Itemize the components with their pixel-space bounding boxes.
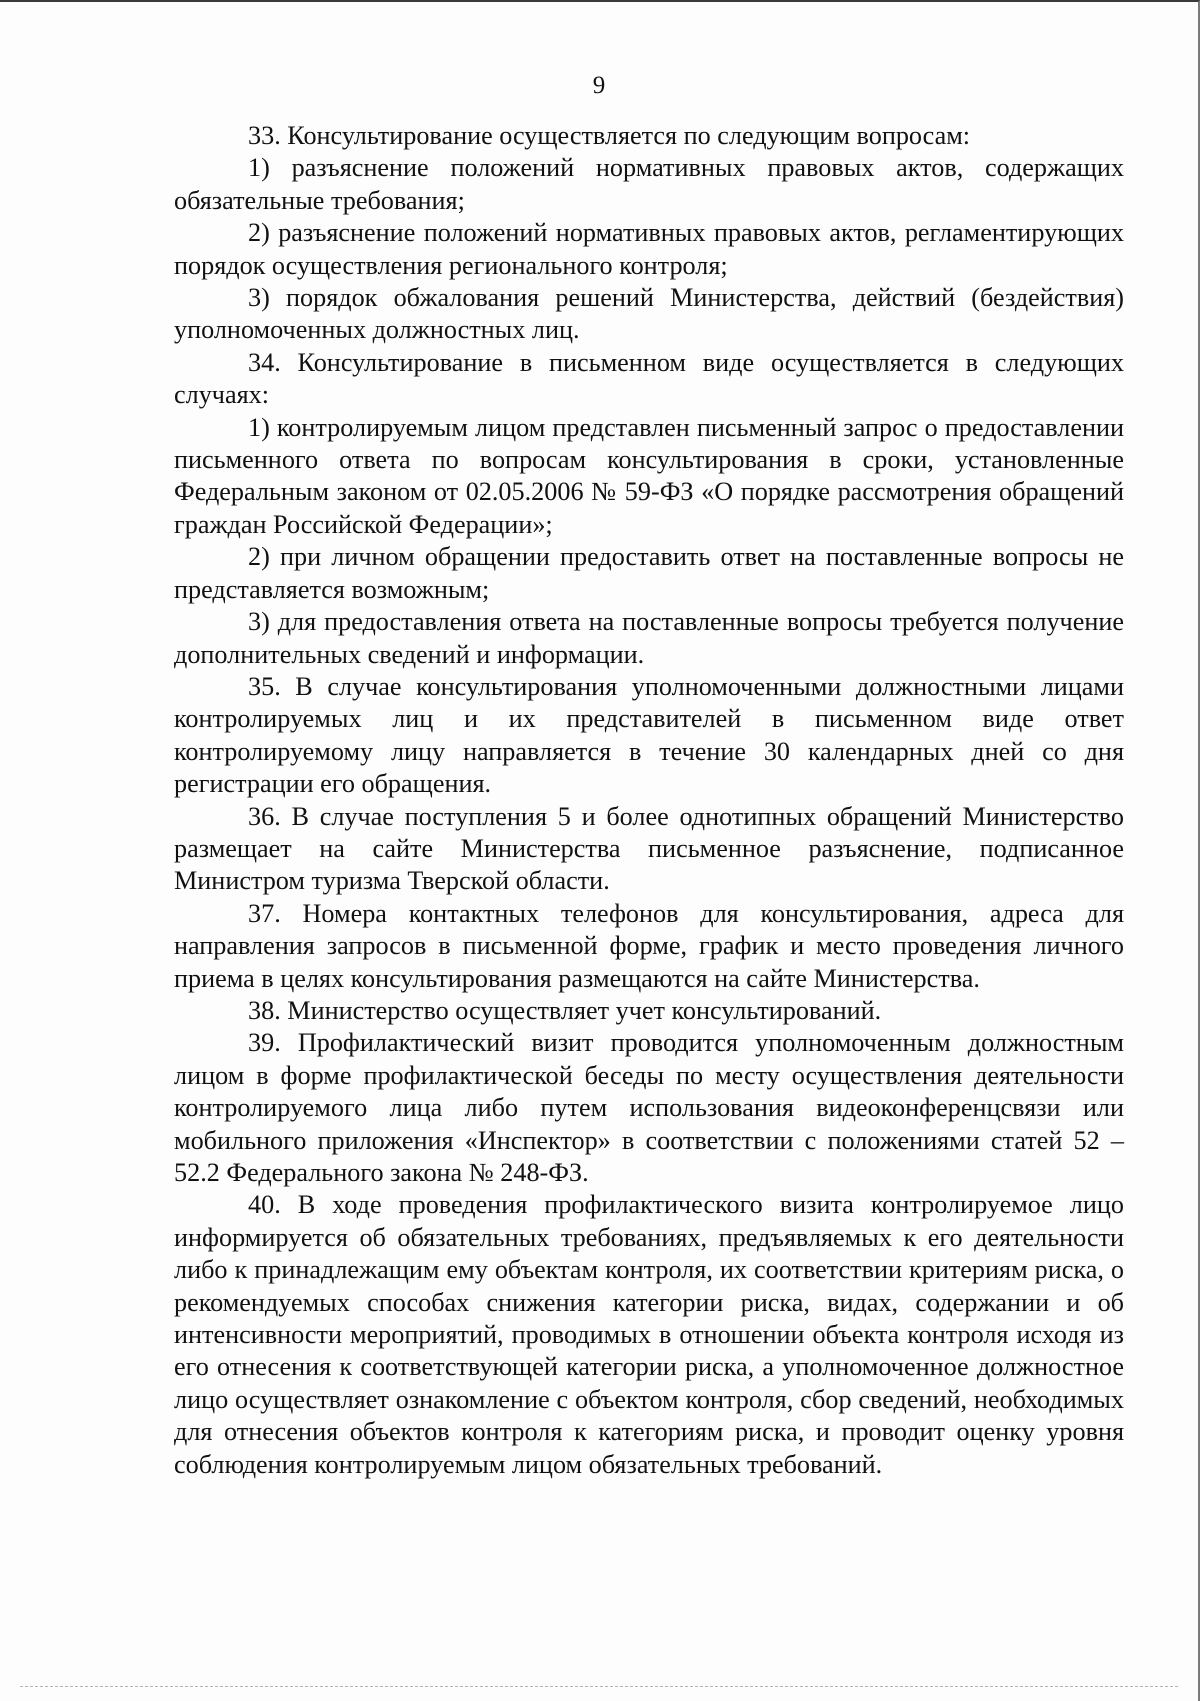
paragraph-34-item-2: 2) при личном обращении предоставить ответ на поставленные вопросы не представляется возможным; — [174, 542, 1124, 604]
paragraph-34-item-3: 3) для предоставления ответа на поставленные вопросы требуется получение дополнительных сведений и информации. — [174, 607, 1124, 669]
scan-bottom-edge — [20, 1686, 1178, 1687]
page-number: 9 — [592, 72, 606, 99]
paragraph-39: 39. Профилактический визит проводится уполномоченным должностным лицом в форме профилактической беседы по месту осуществления деятельности контролируемого лица либо путем использования видеоконференцсвязи или мобильного приложения «Инспектор» в соответствии с положениями статей 52 – 52.2 Федерального закона № 248-ФЗ. — [174, 1028, 1124, 1187]
paragraph-34: 34. Консультирование в письменном виде осуществляется в следующих случаях: — [174, 347, 1124, 410]
paragraph-35: 35. В случае консультирования уполномоченными должностными лицами контролируемых лиц и их представителей в письменном виде ответ контролируемому лицу направляется в течение 30 календарных дней со дня регистрации его обращения. — [174, 671, 1124, 799]
paragraph-33-item-3: 3) порядок обжалования решений Министерства, действий (бездействия) уполномоченных должностных лиц. — [174, 283, 1124, 345]
paragraph-33-item-1: 1) разъяснение положений нормативных правовых актов, содержащих обязательные требования; — [174, 153, 1124, 215]
paragraph-40: 40. В ходе проведения профилактического визита контролируемое лицо информируется об обязательных требованиях, предъявляемых к его деятельности либо к принадлежащим ему объектам контроля, их соответствии критериям риска, о рекомендуемых способах снижения категории риска, видах, содержании и об интенсивности мероприятий, проводимых в отношении объекта контроля исходя из его отнесения к соответствующей категории риска, а уполномоченное должностное лицо осуществляет ознакомление с объектом контроля, сбор сведений, необходимых для отнесения объектов контроля к категориям риска, и проводит оценку уровня соблюдения контролируемым лицом обязательных требований. — [174, 1190, 1124, 1479]
document-body — [174, 120, 1124, 1481]
paragraph-33: 33. Консультирование осуществляется по следующим вопросам: — [248, 121, 971, 150]
paragraph-38: 38. Министерство осуществляет учет консультирований. — [248, 995, 882, 1025]
paragraph-37: 37. Номера контактных телефонов для консультирования, адреса для направления запросов в письменной форме, график и место проведения личного приема в целях консультирования размещаются на сайте Министерства. — [174, 898, 1124, 993]
paragraph-33-item-2: 2) разъяснение положений нормативных правовых актов, регламентирующих порядок осуществления регионального контроля; — [174, 218, 1124, 280]
paragraph-36: 36. В случае поступления 5 и более однотипных обращений Министерство размещает на сайте Министерства письменное разъяснение, подписанное Министром туризма Тверской области. — [174, 801, 1124, 896]
paragraph-34-item-1: 1) контролируемым лицом представлен письменный запрос о предоставлении письменного ответа по вопросам консультирования в сроки, установленные Федеральным законом от 02.05.2006 № 59-ФЗ «О порядке рассмотрения обращений граждан Российской Федерации»; — [174, 412, 1124, 539]
